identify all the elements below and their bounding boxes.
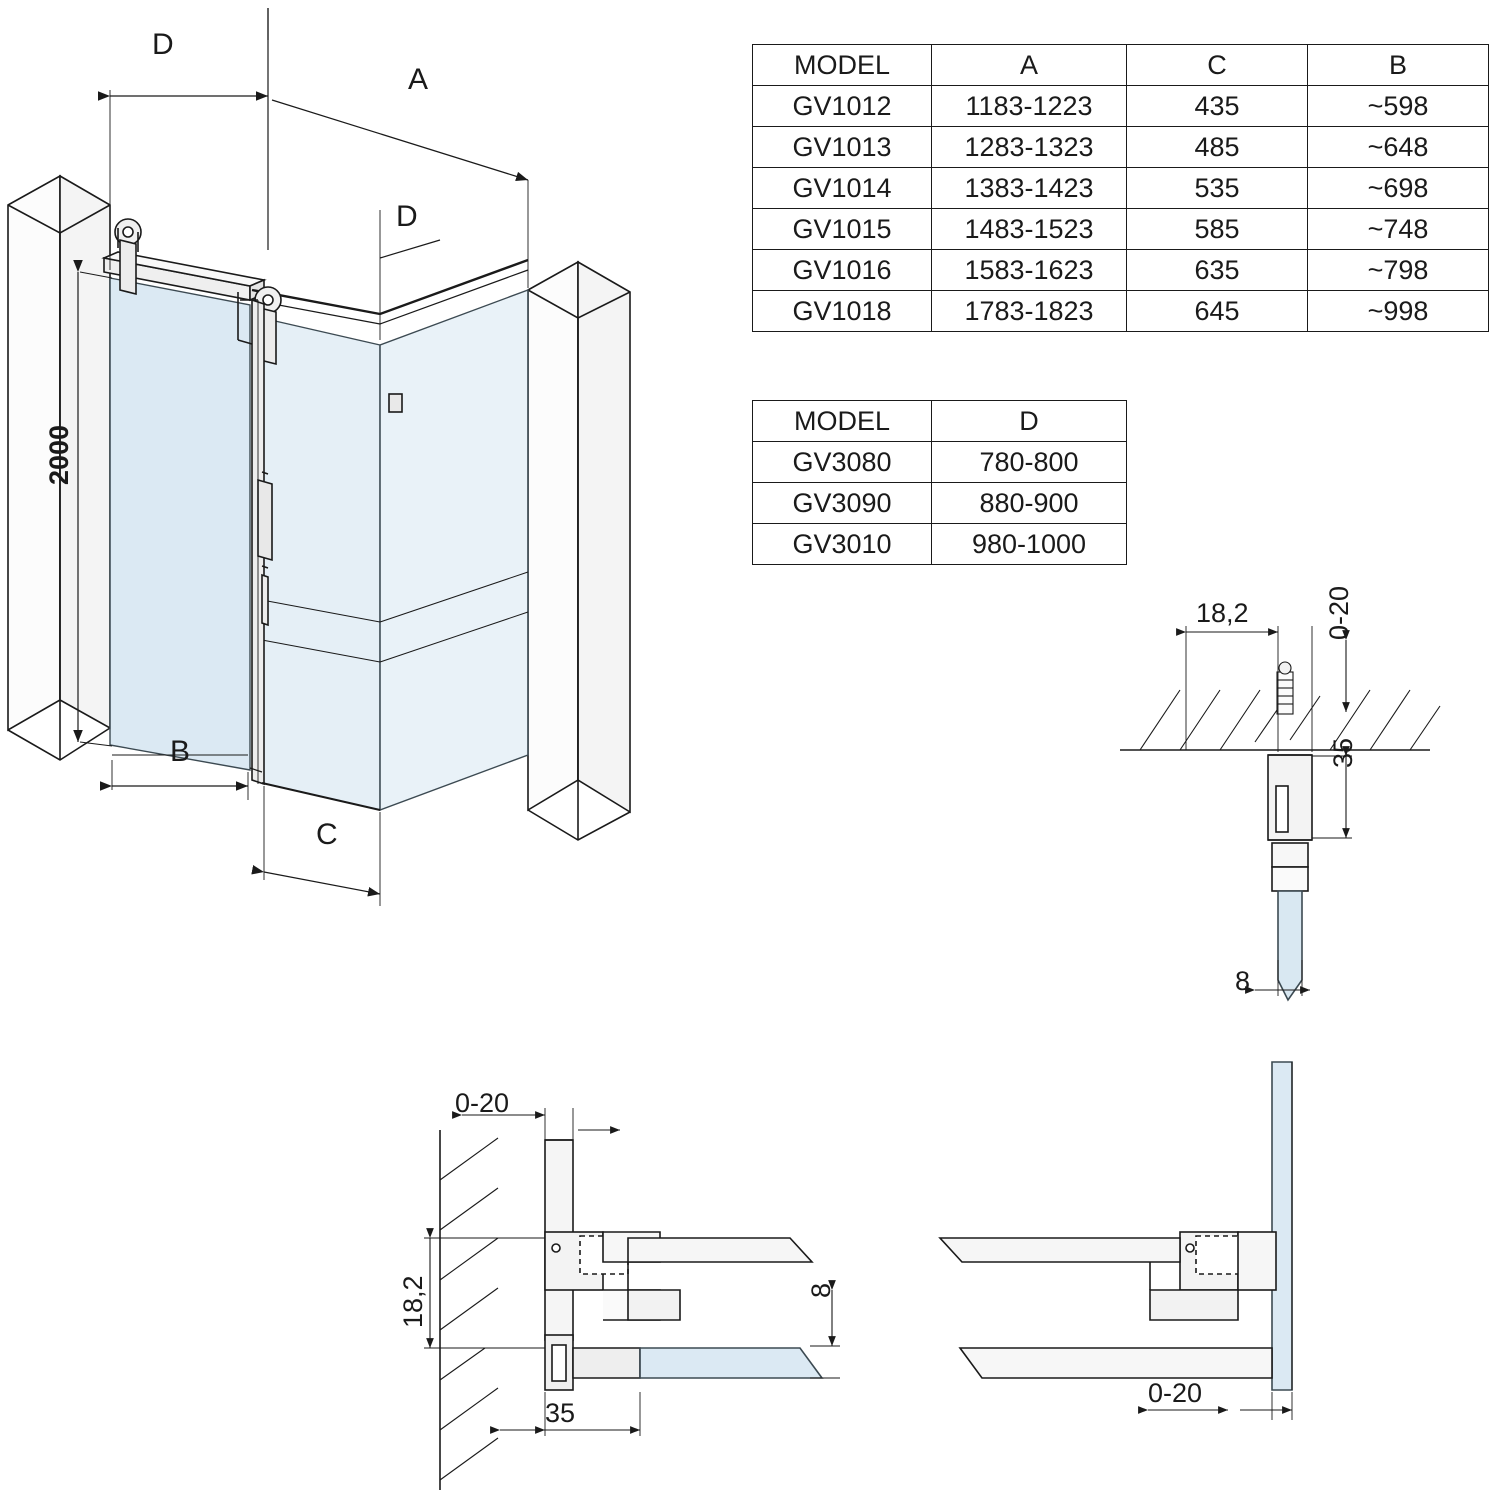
detail-bottom-right xyxy=(940,1062,1292,1420)
cell-c: 645 xyxy=(1127,291,1308,332)
cell-a: 1583-1623 xyxy=(932,250,1127,291)
table-row xyxy=(753,209,1489,250)
dimension-label-d-inner: D xyxy=(396,200,418,233)
table-row xyxy=(753,168,1489,209)
cell-b: ~698 xyxy=(1308,168,1489,209)
cell-a: 1783-1823 xyxy=(932,291,1127,332)
glass-panel-side xyxy=(380,290,528,810)
cell-d: 980-1000 xyxy=(932,524,1127,565)
dimension-label-c-bottom: C xyxy=(316,818,338,851)
cell-model: GV3080 xyxy=(753,442,932,483)
table-row xyxy=(753,86,1489,127)
model-dimension-table-a xyxy=(752,44,1489,332)
detail-top-label-glass: 8 xyxy=(1235,966,1251,996)
dimension-label-a-top: A xyxy=(408,63,429,96)
table-row xyxy=(753,524,1127,565)
cell-c: 535 xyxy=(1127,168,1308,209)
cell-model: GV1012 xyxy=(753,86,932,127)
table-row xyxy=(753,442,1127,483)
header-c: C xyxy=(1127,45,1308,86)
dimension-label-d-top: D xyxy=(152,28,174,61)
cell-a: 1183-1223 xyxy=(932,86,1127,127)
header-a: A xyxy=(932,45,1127,86)
cell-d: 780-800 xyxy=(932,442,1127,483)
table-header-row xyxy=(753,45,1489,86)
cell-a: 1283-1323 xyxy=(932,127,1127,168)
cell-model: GV1015 xyxy=(753,209,932,250)
header-model: MODEL xyxy=(753,45,932,86)
cell-model: GV1013 xyxy=(753,127,932,168)
header-b: B xyxy=(1308,45,1489,86)
detail-top-label-depth: 35 xyxy=(1328,737,1358,768)
table-row xyxy=(753,483,1127,524)
detail-bl-label-depth: 35 xyxy=(545,1398,576,1428)
glass-panel-slider xyxy=(262,318,380,810)
cell-c: 585 xyxy=(1127,209,1308,250)
cell-b: ~648 xyxy=(1308,127,1489,168)
glass-panel-fixed xyxy=(110,278,250,770)
detail-bl-label-gap: 0-20 xyxy=(455,1088,510,1118)
cell-model: GV3010 xyxy=(753,524,932,565)
table-row xyxy=(753,127,1489,168)
detail-top-label-gap: 0-20 xyxy=(1324,585,1354,640)
detail-bottom-left xyxy=(424,1108,840,1490)
table-row xyxy=(753,250,1489,291)
cell-c: 635 xyxy=(1127,250,1308,291)
table-header-row xyxy=(753,401,1127,442)
side-panel-clamp xyxy=(389,394,402,412)
detail-bl-label-glass: 8 xyxy=(806,1282,836,1298)
model-dimension-table-d xyxy=(752,400,1127,565)
detail-bl-label-height: 18,2 xyxy=(398,1275,428,1328)
cell-model: GV3090 xyxy=(753,483,932,524)
cell-b: ~598 xyxy=(1308,86,1489,127)
cell-c: 485 xyxy=(1127,127,1308,168)
detail-top-label-width: 18,2 xyxy=(1196,598,1249,628)
cell-b: ~798 xyxy=(1308,250,1489,291)
cell-model: GV1018 xyxy=(753,291,932,332)
cell-b: ~998 xyxy=(1308,291,1489,332)
header-model: MODEL xyxy=(753,401,932,442)
cell-model: GV1016 xyxy=(753,250,932,291)
header-d: D xyxy=(932,401,1127,442)
detail-br-label-gap: 0-20 xyxy=(1148,1378,1203,1408)
right-wall xyxy=(528,262,630,840)
detail-top-section xyxy=(1120,626,1440,1000)
cell-a: 1483-1523 xyxy=(932,209,1127,250)
cell-b: ~748 xyxy=(1308,209,1489,250)
cell-c: 435 xyxy=(1127,86,1308,127)
dimension-label-height-2000: 2000 xyxy=(44,424,74,485)
cell-model: GV1014 xyxy=(753,168,932,209)
dimension-label-b-bottom: B xyxy=(170,735,191,768)
cell-d: 880-900 xyxy=(932,483,1127,524)
door-handle xyxy=(258,472,272,568)
table-row xyxy=(753,291,1489,332)
cell-a: 1383-1423 xyxy=(932,168,1127,209)
